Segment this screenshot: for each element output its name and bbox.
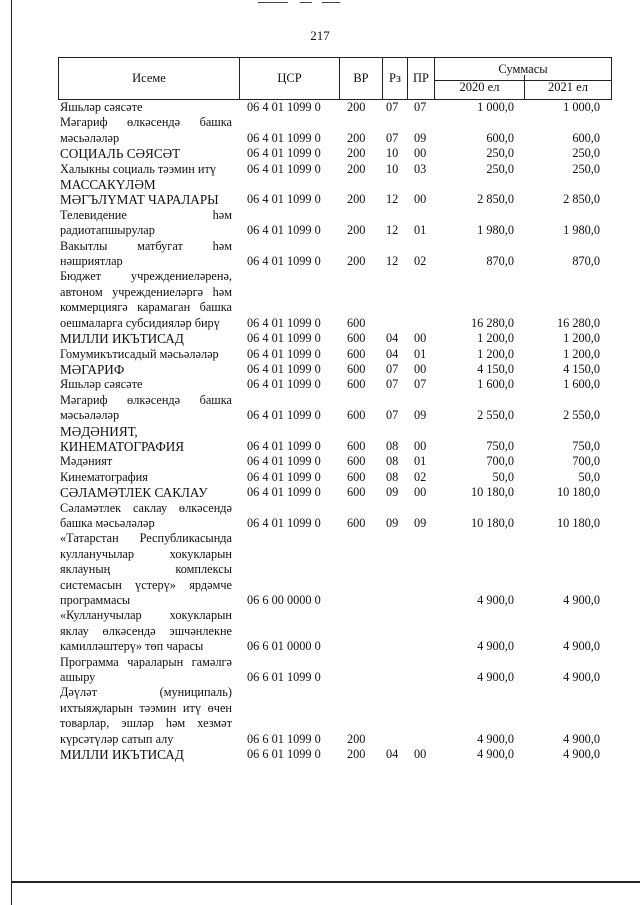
row-sum-2020: 4 900,0 <box>477 731 514 746</box>
table-row <box>60 377 612 392</box>
row-sum-2021: 4 900,0 <box>563 670 600 685</box>
row-rz: 12 <box>386 192 399 207</box>
row-csr: 06 6 00 0000 0 <box>247 593 321 607</box>
row-vr: 600 <box>347 515 366 530</box>
header-pr: ПР <box>408 58 435 99</box>
row-csr: 06 4 01 1099 0 <box>247 254 321 269</box>
row-sum-2020: 10 180,0 <box>470 485 514 500</box>
row-vr: 600 <box>347 454 366 469</box>
row-sum-2020: 10 180,0 <box>470 515 514 530</box>
row-name: Халыкны социаль тәэмин итү <box>60 161 217 176</box>
row-rz: 09 <box>386 515 399 530</box>
table-row <box>60 331 612 346</box>
table-row <box>60 685 612 747</box>
row-name: МӘГАРИФ <box>60 361 125 377</box>
row-name: Гомумикътисадый мәсьәләләр <box>60 346 219 361</box>
row-csr: 06 4 01 1099 0 <box>247 485 321 500</box>
row-pr: 00 <box>414 331 427 346</box>
row-sum-2021: 4 900,0 <box>563 593 600 607</box>
row-name: «Татарстан Республикасында кулланучылар хокукларын яклауның комплексы системасын үстерү» ярдәмче программасы <box>60 531 232 607</box>
header-year-2021: 2021 ел <box>548 79 588 94</box>
row-sum-2020: 250,0 <box>486 161 514 176</box>
row-sum-2020: 870,0 <box>486 254 514 269</box>
row-csr: 06 4 01 1099 0 <box>247 515 321 530</box>
row-rz: 08 <box>386 469 399 484</box>
row-csr: 06 4 01 1099 0 <box>247 361 321 376</box>
row-pr: 01 <box>414 346 427 361</box>
row-rz: 10 <box>386 161 399 176</box>
row-vr: 600 <box>347 346 366 361</box>
top-rule <box>258 2 288 3</box>
row-sum-2020: 750,0 <box>486 438 514 453</box>
page-frame-bottom <box>11 881 640 883</box>
header-name: Исеме <box>59 58 240 99</box>
row-rz: 07 <box>386 361 399 376</box>
table-row <box>60 485 612 500</box>
row-pr: 09 <box>414 130 427 145</box>
table-row <box>60 347 612 362</box>
row-vr: 600 <box>347 377 366 392</box>
table-row <box>60 269 612 331</box>
row-sum-2021: 10 180,0 <box>556 515 600 530</box>
table-row <box>60 177 612 208</box>
row-rz: 04 <box>386 747 399 762</box>
row-pr: 09 <box>414 515 427 530</box>
row-sum-2021: 2 550,0 <box>563 408 600 423</box>
row-vr: 200 <box>347 192 366 207</box>
row-sum-2020: 4 150,0 <box>477 361 514 376</box>
row-csr: 06 4 01 1099 0 <box>247 377 321 392</box>
row-name: МИЛЛИ ИКЪТИСАД <box>60 747 184 763</box>
row-sum-2021: 1 000,0 <box>563 100 600 114</box>
row-name: Сәламәтлек саклау өлкәсендә башка мәсьәләләр <box>60 500 232 530</box>
row-csr: 06 6 01 1099 0 <box>247 670 321 685</box>
row-pr: 00 <box>414 485 427 500</box>
row-sum-2020: 4 900,0 <box>477 747 514 762</box>
header-sums <box>435 58 611 99</box>
row-name: СӘЛАМӘТЛЕК САКЛАУ <box>60 485 208 501</box>
row-sum-2020: 1 200,0 <box>477 331 514 346</box>
page-frame-left <box>11 0 12 905</box>
table-row <box>60 454 612 469</box>
row-name: Бюджет учреждениеләренә, автоном учреждениеләргә һәм коммерциягә карамаган башка оешмаларга субсидияләр бирү <box>60 269 232 330</box>
row-csr: 06 6 01 1099 0 <box>247 731 321 746</box>
row-pr: 07 <box>414 100 427 114</box>
header-csr: ЦСР <box>240 58 340 99</box>
row-rz: 08 <box>386 438 399 453</box>
table-row <box>60 239 612 270</box>
row-sum-2021: 10 180,0 <box>556 485 600 500</box>
row-sum-2020: 1 000,0 <box>477 100 514 114</box>
row-pr: 01 <box>414 223 427 238</box>
row-sum-2021: 750,0 <box>572 438 600 453</box>
row-name: Яшьләр сәясәте <box>60 377 143 392</box>
page-number: 217 <box>310 28 330 43</box>
row-csr: 06 6 01 0000 0 <box>247 639 321 654</box>
row-sum-2020: 600,0 <box>486 130 514 145</box>
row-csr: 06 4 01 1099 0 <box>247 454 321 469</box>
row-sum-2021: 1 200,0 <box>563 331 600 346</box>
row-pr: 09 <box>414 408 427 423</box>
table-header <box>58 57 612 100</box>
row-vr: 600 <box>347 361 366 376</box>
row-sum-2020: 2 850,0 <box>477 192 514 207</box>
header-sums-title: Суммасы <box>435 58 611 81</box>
row-name: МИЛЛИ ИКЪТИСАД <box>60 331 184 347</box>
row-pr: 00 <box>414 438 427 453</box>
row-rz: 07 <box>386 377 399 392</box>
table-row <box>60 747 612 762</box>
row-name: Мәгариф өлкәсендә башка мәсьәләләр <box>60 392 232 423</box>
header-year-2020: 2020 ел <box>435 75 525 99</box>
row-sum-2021: 1 980,0 <box>563 223 600 238</box>
row-sum-2020: 250,0 <box>486 146 514 161</box>
row-sum-2020: 50,0 <box>492 469 514 484</box>
table-body <box>60 100 612 762</box>
row-sum-2021: 1 600,0 <box>563 377 600 392</box>
row-sum-2021: 700,0 <box>572 454 600 469</box>
row-name: Дәүләт (муниципаль) ихтыяҗларын тәэмин итү өчен товарлар, эшләр һәм хезмәт күрсәтүләр сатып алу <box>60 685 232 746</box>
row-name: МӘДӘНИЯТ, КИНЕМАТОГРАФИЯ <box>60 423 185 454</box>
row-vr: 200 <box>347 223 366 238</box>
row-vr: 200 <box>347 100 366 114</box>
row-vr: 600 <box>347 331 366 346</box>
row-rz: 08 <box>386 454 399 469</box>
table-row <box>60 424 612 455</box>
row-rz: 12 <box>386 223 399 238</box>
row-name: Программа чараларын гамәлгә ашыру <box>60 654 232 685</box>
row-vr: 600 <box>347 408 366 423</box>
row-rz: 04 <box>386 331 399 346</box>
table-row <box>60 470 612 485</box>
row-vr: 200 <box>347 130 366 145</box>
row-sum-2021: 4 900,0 <box>563 747 600 762</box>
row-pr: 02 <box>414 254 427 269</box>
table-row <box>60 100 612 115</box>
row-vr: 600 <box>347 485 366 500</box>
row-sum-2021: 250,0 <box>572 161 600 176</box>
row-csr: 06 4 01 1099 0 <box>247 469 321 484</box>
row-sum-2021: 50,0 <box>578 469 600 484</box>
row-sum-2020: 2 550,0 <box>477 408 514 423</box>
row-vr: 200 <box>347 747 366 762</box>
table-row <box>60 362 612 377</box>
row-name: Мәгариф өлкәсендә башка мәсьәләләр <box>60 115 232 145</box>
row-sum-2020: 1 600,0 <box>477 377 514 392</box>
row-csr: 06 4 01 1099 0 <box>247 346 321 361</box>
table-row <box>60 162 612 177</box>
row-rz: 07 <box>386 100 399 114</box>
row-pr: 00 <box>414 361 427 376</box>
row-csr: 06 4 01 1099 0 <box>247 315 321 330</box>
row-name: Телевидение һәм радиотапшырулар <box>60 207 232 238</box>
row-csr: 06 4 01 1099 0 <box>247 130 321 145</box>
row-csr: 06 4 01 1099 0 <box>247 223 321 238</box>
table-row <box>60 531 612 608</box>
row-name: Кинематография <box>60 469 148 484</box>
row-sum-2020: 1 980,0 <box>477 223 514 238</box>
table-row <box>60 608 612 654</box>
table-row <box>60 146 612 161</box>
row-csr: 06 4 01 1099 0 <box>247 331 321 346</box>
row-vr: 600 <box>347 438 366 453</box>
row-sum-2020: 1 200,0 <box>477 346 514 361</box>
row-rz: 09 <box>386 485 399 500</box>
table-row <box>60 501 612 532</box>
row-pr: 00 <box>414 192 427 207</box>
row-sum-2020: 4 900,0 <box>477 639 514 654</box>
row-sum-2021: 1 200,0 <box>563 346 600 361</box>
row-rz: 10 <box>386 146 399 161</box>
row-vr: 200 <box>347 161 366 176</box>
table-row <box>60 393 612 424</box>
row-rz: 04 <box>386 346 399 361</box>
row-name: Яшьләр сәясәте <box>60 100 143 114</box>
row-rz: 12 <box>386 254 399 269</box>
row-sum-2020: 4 900,0 <box>477 670 514 685</box>
row-sum-2021: 870,0 <box>572 254 600 269</box>
table-row <box>60 655 612 686</box>
row-vr: 200 <box>347 146 366 161</box>
row-sum-2021: 250,0 <box>572 146 600 161</box>
row-rz: 07 <box>386 130 399 145</box>
top-rule <box>322 2 340 3</box>
row-vr: 200 <box>347 731 366 746</box>
row-sum-2021: 4 900,0 <box>563 639 600 654</box>
row-name: Вакытлы матбугат һәм нәшриятлар <box>60 238 232 269</box>
row-csr: 06 4 01 1099 0 <box>247 146 321 161</box>
top-rule <box>300 2 312 3</box>
row-csr: 06 4 01 1099 0 <box>247 161 321 176</box>
row-name: Мәдәният <box>60 454 113 469</box>
row-csr: 06 4 01 1099 0 <box>247 438 321 453</box>
row-pr: 07 <box>414 377 427 392</box>
row-pr: 01 <box>414 454 427 469</box>
row-sum-2020: 16 280,0 <box>470 315 514 330</box>
row-pr: 02 <box>414 469 427 484</box>
table-row <box>60 115 612 146</box>
row-rz: 07 <box>386 408 399 423</box>
row-pr: 03 <box>414 161 427 176</box>
row-csr: 06 4 01 1099 0 <box>247 100 321 114</box>
row-csr: 06 4 01 1099 0 <box>247 408 321 423</box>
row-pr: 00 <box>414 146 427 161</box>
header-rz: Рз <box>383 58 408 99</box>
row-sum-2021: 16 280,0 <box>556 315 600 330</box>
row-sum-2021: 600,0 <box>572 130 600 145</box>
row-csr: 06 6 01 1099 0 <box>247 747 321 762</box>
table-row <box>60 208 612 239</box>
row-vr: 200 <box>347 254 366 269</box>
row-vr: 600 <box>347 315 366 330</box>
row-csr: 06 4 01 1099 0 <box>247 192 321 207</box>
row-sum-2021: 4 900,0 <box>563 731 600 746</box>
row-sum-2021: 2 850,0 <box>563 192 600 207</box>
row-sum-2020: 700,0 <box>486 454 514 469</box>
row-name: СОЦИАЛЬ СӘЯСӘТ <box>60 146 181 162</box>
row-name: «Кулланучылар хокукларын яклау өлкәсендә эшчәнлекне камилләштерү» төп чарасы <box>60 608 232 654</box>
row-sum-2020: 4 900,0 <box>477 593 514 607</box>
row-vr: 600 <box>347 469 366 484</box>
row-pr: 00 <box>414 747 427 762</box>
header-vr: ВР <box>340 58 383 99</box>
row-name: МАССАКҮЛӘМ МӘГЪЛҮМАТ ЧАРАЛАРЫ <box>60 177 219 208</box>
row-sum-2021: 4 150,0 <box>563 361 600 376</box>
